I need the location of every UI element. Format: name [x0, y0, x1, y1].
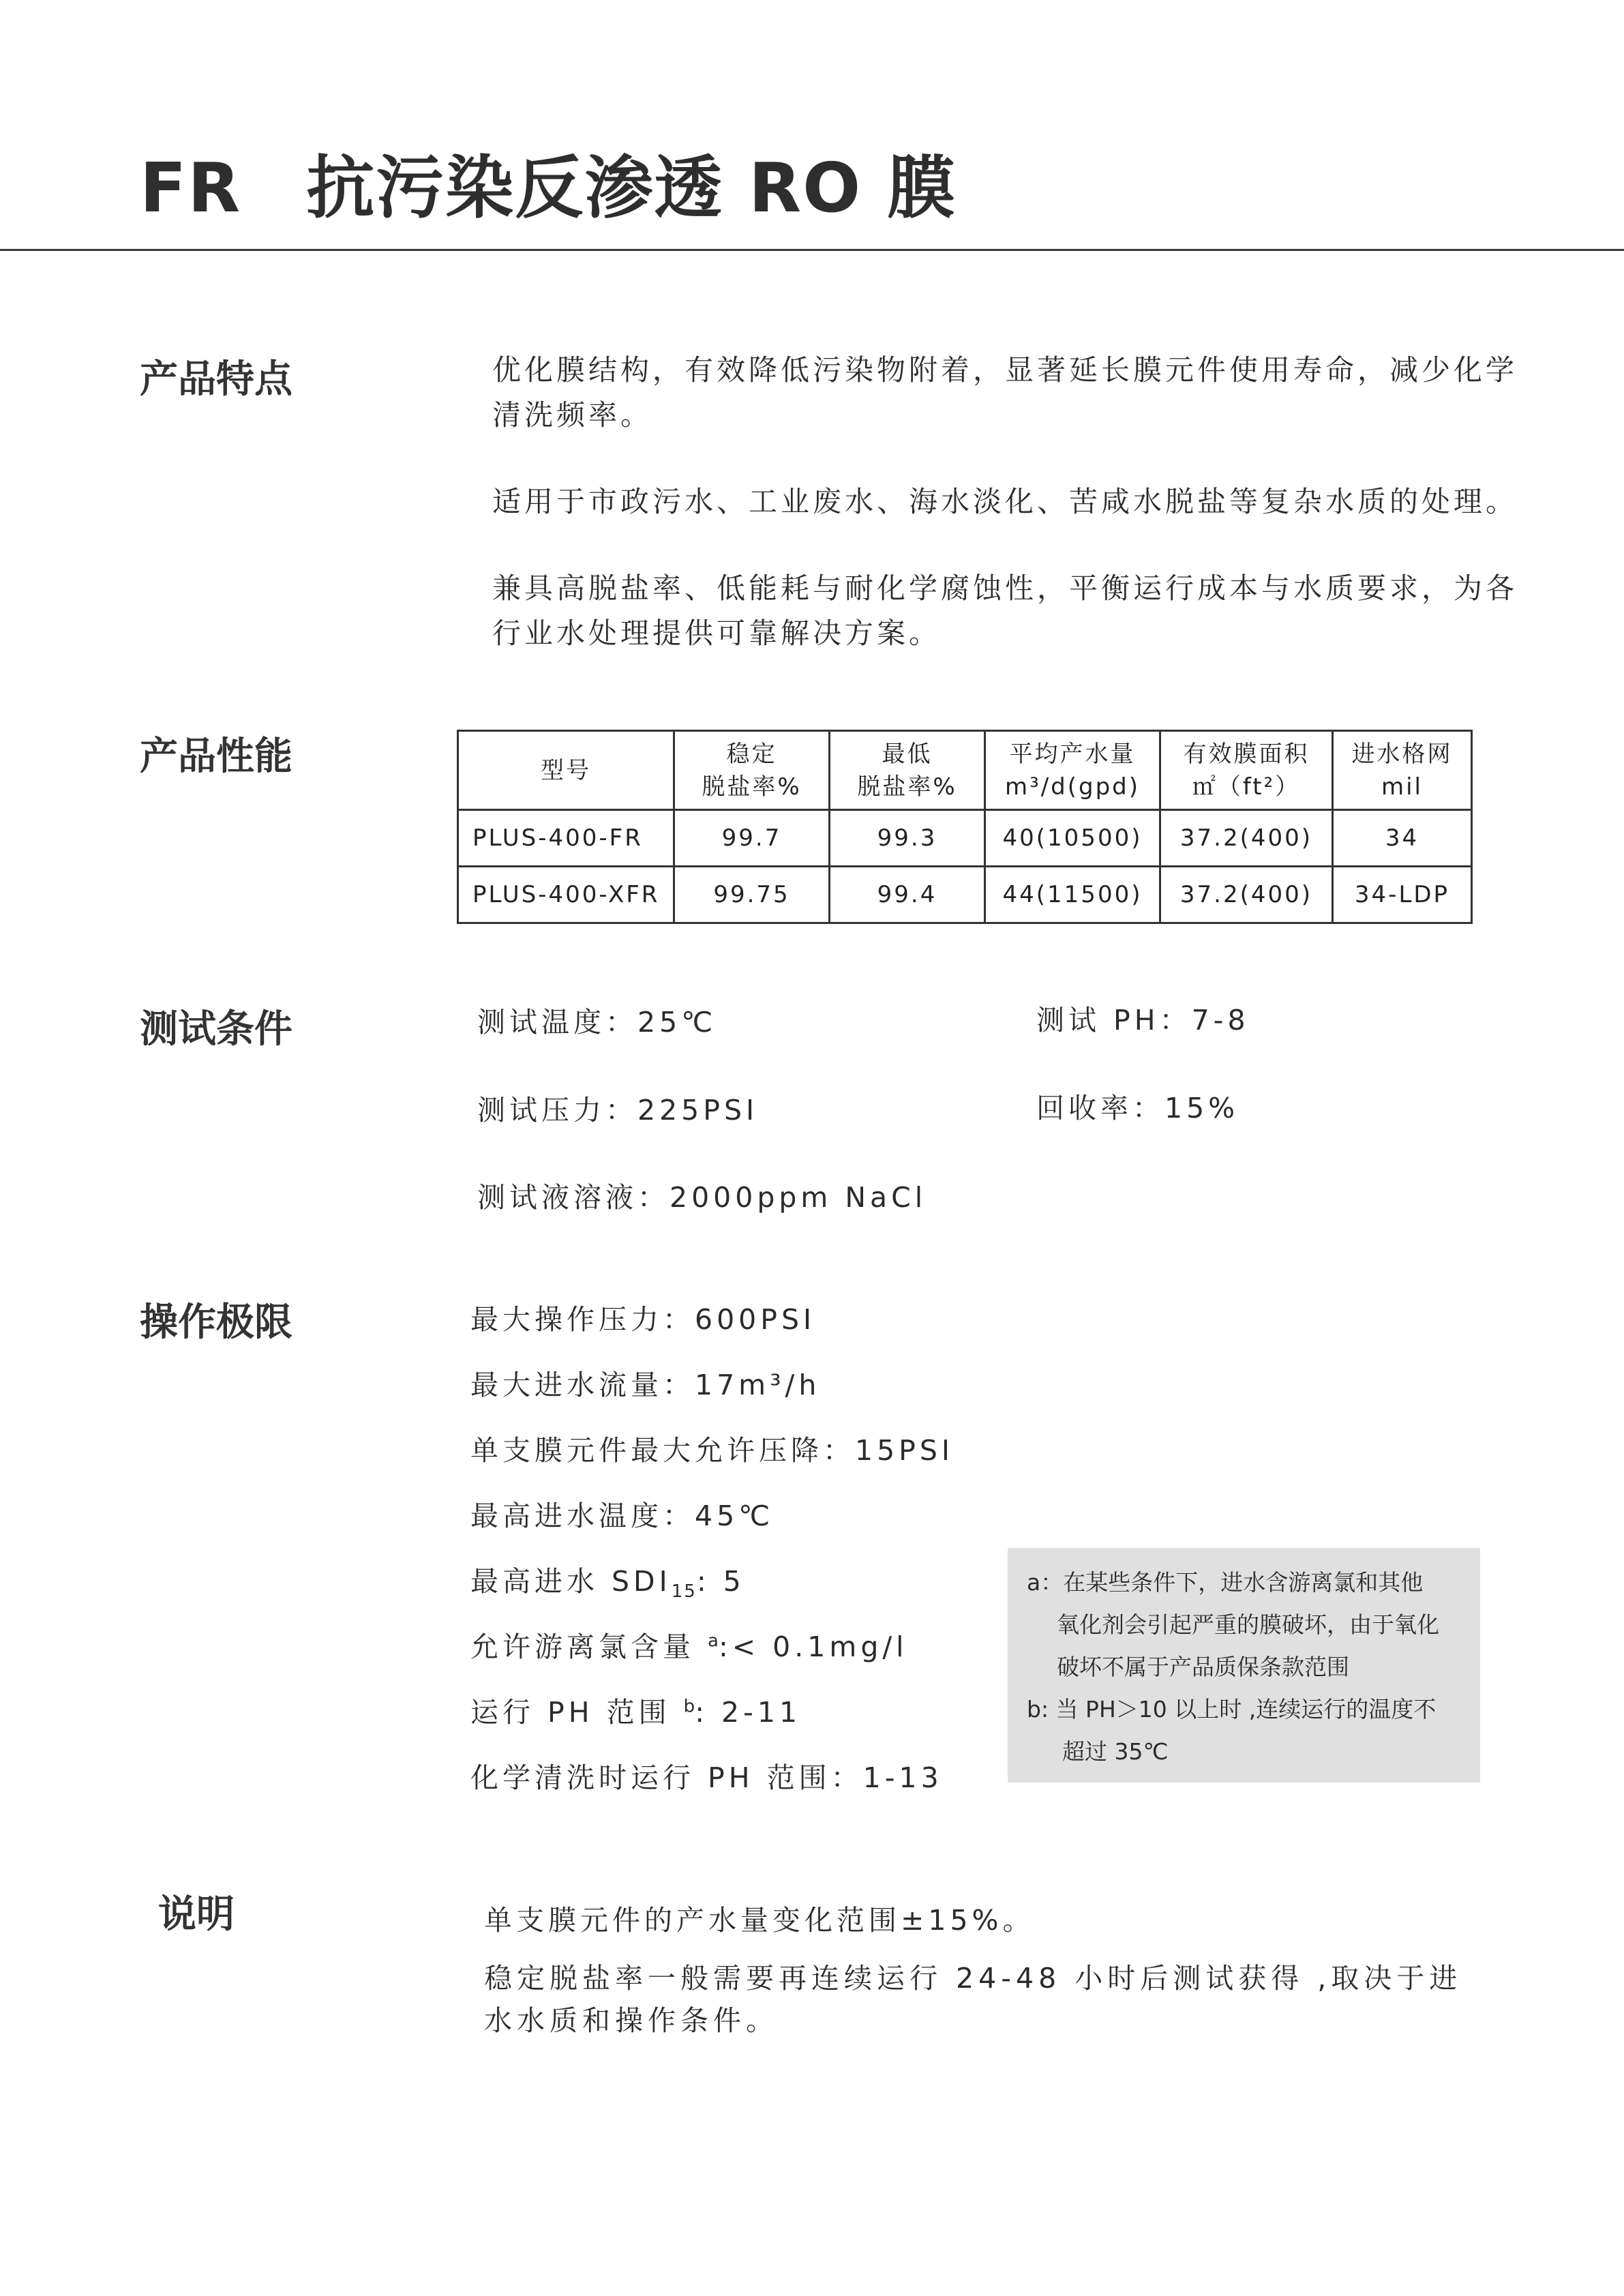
cell-min-rejection: 99.4: [830, 867, 985, 923]
cell-min-rejection: 99.3: [830, 810, 985, 867]
footnote-line: 超过 35℃: [1062, 1738, 1169, 1765]
footnote-box: [1008, 1548, 1480, 1783]
features-paragraph-2: 适用于市政污水、工业废水、海水淡化、苦咸水脱盐等复杂水质的处理。: [492, 485, 1518, 518]
header-membrane-area: 有效膜面积 ㎡（ft²）: [1160, 731, 1333, 810]
table-row: [458, 867, 1472, 923]
limit-cleaning-ph: 化学清洗时运行 PH 范围：1-13: [470, 1761, 943, 1794]
limit-ph-range: 运行 PH 范围 $^b$: 2-11: [470, 1696, 802, 1729]
features-paragraph-3: 兼具高脱盐率、低能耗与耐化学腐蚀性，平衡运行成本与水质要求，为各行业水处理提供可靠解决方案。: [492, 571, 1518, 650]
cell-feed-spacer: 34-LDP: [1333, 867, 1472, 923]
cell-stable-rejection: 99.75: [674, 867, 830, 923]
notes-line-2: 稳定脱盐率一般需要再连续运行 24-48 小时后测试获得 ,取决于进水水质和操作条件。: [484, 1962, 1462, 2037]
title-divider: [0, 249, 1624, 251]
header-avg-flow: 平均产水量 m³/d(gpd): [985, 731, 1160, 810]
header-stable-rejection: 稳定 脱盐率%: [674, 731, 830, 810]
test-heading: 测试条件: [140, 1007, 292, 1052]
table-header-row: [458, 731, 1472, 810]
footnote-line: 氧化剂会引起严重的膜破坏，由于氧化: [1057, 1611, 1439, 1638]
cell-model: PLUS-400-FR: [458, 810, 674, 867]
footnote-line: b: 当 PH＞10 以上时 ,连续运行的温度不: [1027, 1696, 1437, 1723]
test-pressure: 测试压力：225PSI: [477, 1094, 759, 1127]
test-temperature: 测试温度：25℃: [477, 1006, 717, 1039]
notes-line-1: 单支膜元件的产水量变化范围±15%。: [484, 1904, 1035, 1937]
cell-membrane-area: 37.2(400): [1160, 810, 1333, 867]
test-solution: 测试液溶液：2000ppm NaCl: [477, 1181, 927, 1214]
product-name: 抗污染反渗透 RO 膜: [306, 148, 957, 228]
test-ph: 测试 PH：7-8: [1036, 1004, 1250, 1037]
product-code: FR: [140, 148, 242, 228]
features-heading: 产品特点: [140, 357, 292, 402]
header-model: 型号: [458, 731, 674, 810]
cell-membrane-area: 37.2(400): [1160, 867, 1333, 923]
limit-sdi: 最高进水 $SDI_{15}$: 5: [470, 1565, 745, 1602]
footnote-line: 破坏不属于产品质保条款范围: [1057, 1654, 1349, 1680]
performance-table: [457, 730, 1473, 924]
limits-heading: 操作极限: [140, 1300, 292, 1345]
cell-feed-spacer: 34: [1333, 810, 1472, 867]
cell-stable-rejection: 99.7: [674, 810, 830, 867]
test-recovery: 回收率：15%: [1036, 1092, 1239, 1124]
cell-avg-flow: 40(10500): [985, 810, 1160, 867]
features-paragraph-1: 优化膜结构，有效降低污染物附着，显著延长膜元件使用寿命，减少化学清洗频率。: [492, 353, 1518, 432]
footnote-line: a：在某些条件下，进水含游离氯和其他: [1027, 1569, 1424, 1596]
limit-free-chlorine: 允许游离氯含量 $^a$:< 0.1mg/l: [470, 1630, 908, 1663]
table-row: [458, 810, 1472, 867]
header-min-rejection: 最低 脱盐率%: [830, 731, 985, 810]
notes-heading: 说明: [158, 1892, 235, 1937]
limit-max-temp: 最高进水温度：45℃: [470, 1500, 775, 1532]
page-title: [140, 133, 957, 231]
limit-pressure-drop: 单支膜元件最大允许压降：15PSI: [470, 1434, 954, 1467]
limit-max-pressure: 最大操作压力：600PSI: [470, 1303, 816, 1336]
limit-max-flow: 最大进水流量：17m³/h: [470, 1369, 821, 1401]
cell-model: PLUS-400-XFR: [458, 867, 674, 923]
cell-avg-flow: 44(11500): [985, 867, 1160, 923]
performance-heading: 产品性能: [140, 734, 292, 779]
header-feed-spacer: 进水格网 mil: [1333, 731, 1472, 810]
